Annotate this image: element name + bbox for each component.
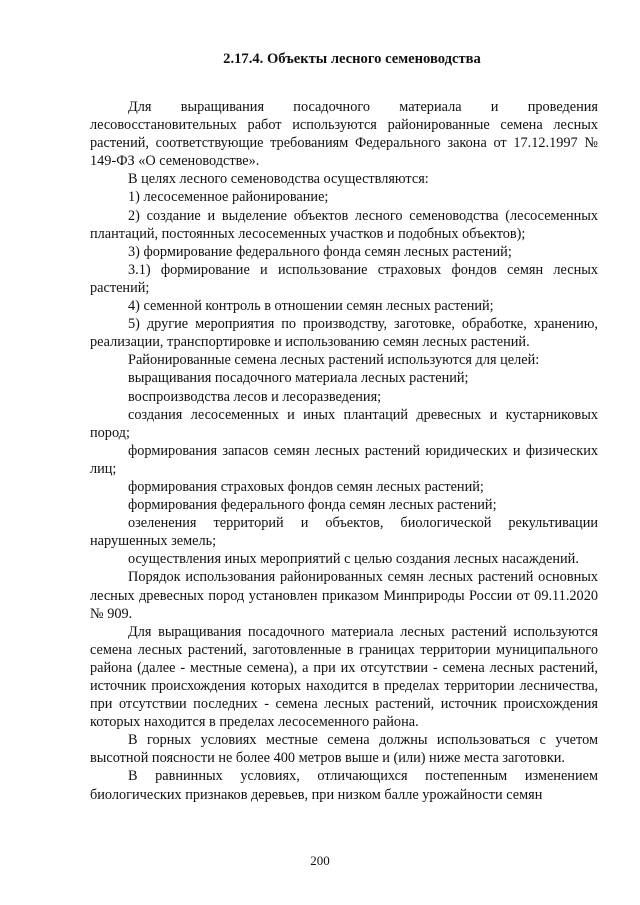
document-body [90, 98, 598, 804]
list-item: 4) семенной контроль в отношении семян лесных растений; [128, 298, 494, 315]
list-item: формирования страховых фондов семян лесных растений; [128, 478, 484, 495]
paragraph: В целях лесного семеноводства осуществляются: [128, 171, 429, 188]
list-item: осуществления иных мероприятий с целью создания лесных насаждений. [128, 551, 579, 568]
paragraph: Для выращивания посадочного материала лесных растений используются семена лесных растений, заготовленные в границах территории муниципального района (далее - местные семена), а при их отсутствии - семена лесных растений, источник происхождения которых находится в пределах территории лесничества, при отсутствии последних - семена лесных растений, источник происхождения которых находится в пределах лесосеменного района. [90, 623, 598, 731]
list-item: 5) другие мероприятия по производству, заготовке, обработке, хранению, реализации, транспортировке и использованию семян лесных растений. [90, 316, 598, 351]
paragraph: Порядок использования районированных семян лесных растений основных лесных древесных пород установлен приказом Минприроды России от 09.11.2020 № 909. [90, 569, 598, 622]
paragraph: В горных условиях местные семена должны использоваться с учетом высотной поясности не более 400 метров выше и (или) ниже места заготовки. [90, 732, 598, 767]
paragraph: Районированные семена лесных растений используются для целей: [128, 352, 540, 369]
section-title: 2.17.4. Объекты лесного семеноводства [223, 51, 481, 67]
list-item: создания лесосеменных и иных плантаций древесных и кустарниковых пород; [90, 406, 598, 441]
list-item: озеленения территорий и объектов, биологической рекультивации нарушенных земель; [90, 515, 598, 550]
list-item: выращивания посадочного материала лесных растений; [128, 370, 469, 387]
list-item: формирования запасов семян лесных растений юридических и физических лиц; [90, 442, 598, 477]
list-item: 3.1) формирование и использование страховых фондов семян лесных растений; [90, 261, 598, 296]
list-item: 1) лесосеменное районирование; [128, 189, 329, 206]
list-item: формирования федерального фонда семян лесных растений; [128, 497, 497, 514]
list-item: 3) формирование федерального фонда семян лесных растений; [128, 243, 512, 260]
document-page [90, 50, 598, 804]
page-number: 200 [310, 853, 330, 868]
list-item: воспроизводства лесов и лесоразведения; [128, 388, 382, 405]
paragraph: Для выращивания посадочного материала и проведения лесовосстановительных работ используются районированные семена лесных растений, соответствующие требованиям Федерального закона от 17.12.1997 № 149-ФЗ «О семеноводстве». [90, 99, 598, 170]
paragraph: В равнинных условиях, отличающихся постепенным изменением биологических признаков деревьев, при низком балле урожайности семян [90, 768, 598, 803]
list-item: 2) создание и выделение объектов лесного семеноводства (лесосеменных плантаций, постоянных лесосеменных участков и подобных объектов); [90, 207, 598, 242]
